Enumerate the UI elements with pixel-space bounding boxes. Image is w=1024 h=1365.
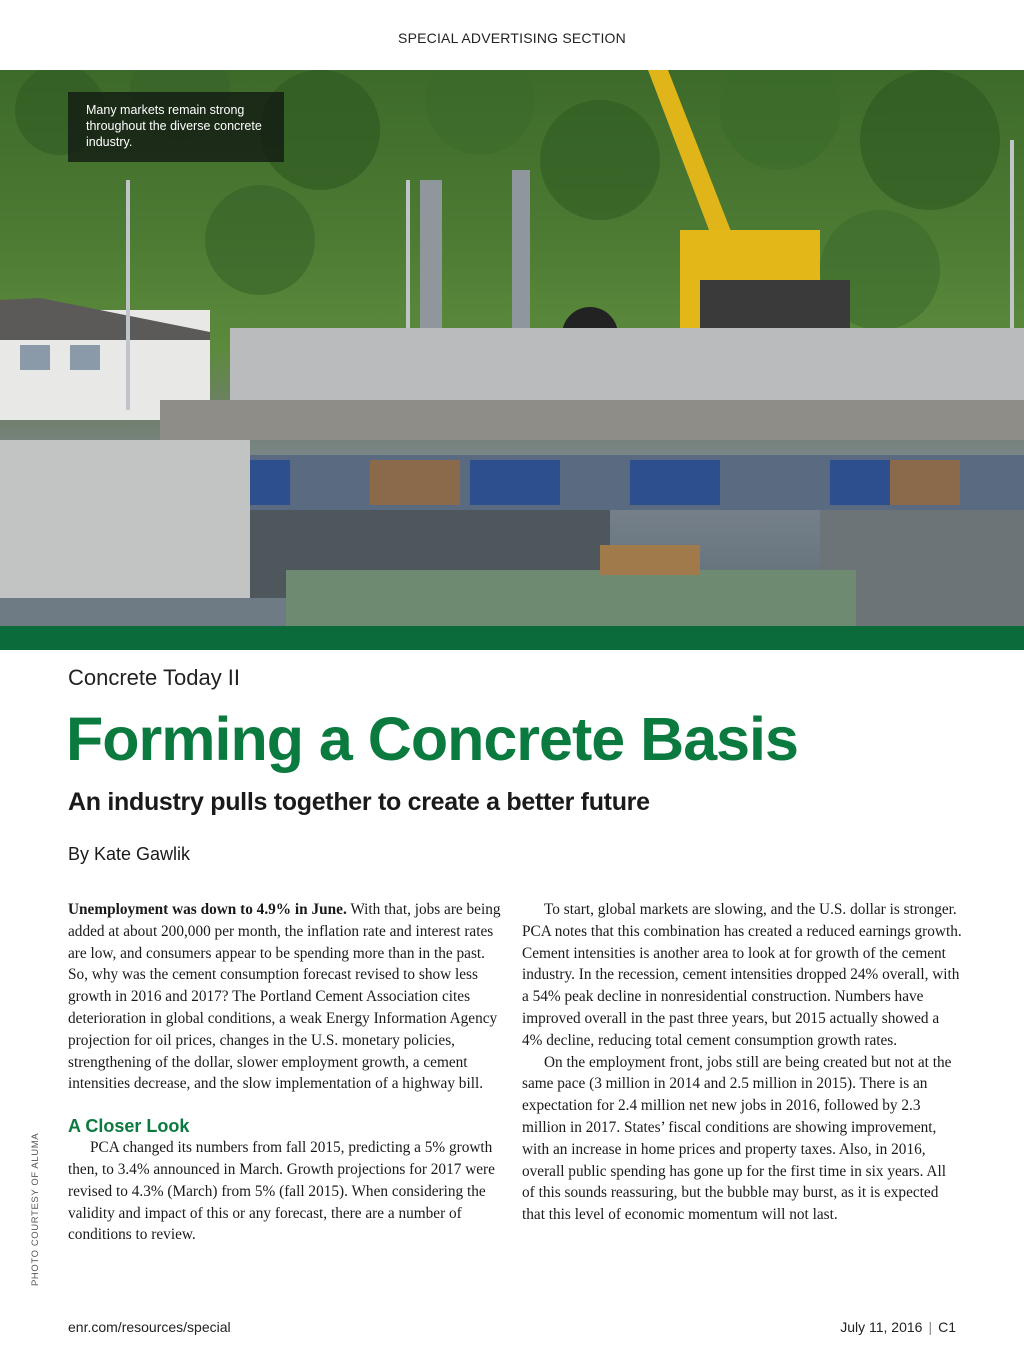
article-paragraph-2: PCA changed its numbers from fall 2015, predicting a 5% growth then, to 3.4% announced in March. Growth projections for 2017 were revised to 4.3% (March) from 5% (fall 2015). When considering the validity and impact of this or any forecast, there are a number of conditions to review. [68, 1139, 495, 1244]
paragraph-1-text: With that, jobs are being added at about 200,000 per month, the inflation rate and interest rates are low, and consumers appear to be spending more than in the past. So, why was the cement consumption forecast revised to show less growth in 2016 and 2017? The Portland Cement Association cites deterioration in global conditions, a weak Energy Information Agency projection for oil prices, changes in the U.S. monetary policies, strengthening of the dollar, slower employment growth, a cement intensities decrease, and the slow implementation of a highway bill. [68, 901, 501, 1093]
section-label: SPECIAL ADVERTISING SECTION [398, 30, 626, 46]
page-number: C1 [938, 1319, 956, 1335]
article-paragraph-4: On the employment front, jobs still are being created but not at the same pace (3 million in 2014 and 2.5 million in 2015). There is an expectation for 2.4 million net new jobs in 2016, followed by 2.3 million in 2017. States’ fiscal conditions are showing improvement, with an increase in home prices and property taxes. Also, in 2016, overall public spending has gone up for the first time in six years. All of this sounds reassuring, but the bubble may burst, as it is expected that this level of economic momentum will not last. [522, 1053, 952, 1224]
green-divider-band [0, 626, 1024, 650]
article-deck: An industry pulls together to create a better future [68, 788, 650, 816]
footer-url[interactable]: enr.com/resources/special [68, 1319, 231, 1335]
photo-caption: Many markets remain strong throughout the diverse concrete industry. [68, 92, 284, 162]
article-paragraph-3: To start, global markets are slowing, and the U.S. dollar is stronger. PCA notes that this combination has created a reduced earnings growth. Cement intensities is another area to look at for growth of the cement industry. In the recession, cement intensities dropped 24% overall, with a 54% peak decline in nonresidential construction. Numbers have improved overall in the past three years, but 2015 actually showed a 4% decline, reducing total cement consumption growth rates. [522, 901, 962, 1049]
article-headline: Forming a Concrete Basis [66, 705, 798, 773]
footer-date: July 11, 2016 [840, 1319, 923, 1335]
article-column-right [522, 899, 962, 1226]
article-byline: By Kate Gawlik [68, 844, 191, 864]
lead-in: Unemployment was down to 4.9% in June. [68, 901, 347, 918]
photo-credit: PHOTO COURTESY OF ALUMA [30, 1132, 41, 1286]
article-column-left [68, 899, 508, 1246]
footer-date-page [840, 1319, 956, 1335]
article-kicker: Concrete Today II [68, 665, 241, 690]
subhead-a-closer-look: A Closer Look [68, 1116, 190, 1137]
article-paragraph-1 [68, 899, 508, 1095]
footer-separator: | [928, 1319, 933, 1335]
